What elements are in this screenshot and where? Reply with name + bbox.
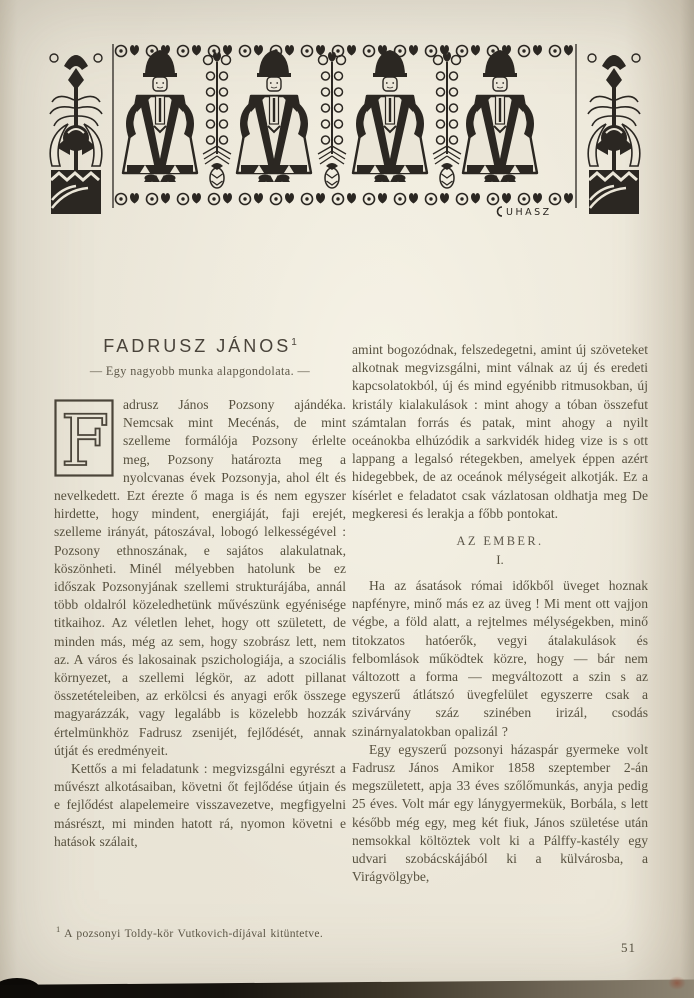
article-title-text: FADRUSZ JÁNOS [103, 336, 292, 356]
chain-link-icon [271, 193, 295, 204]
potted-tulip-icon [588, 54, 640, 214]
chain-link-icon [240, 193, 264, 204]
chain-link-icon [457, 45, 481, 56]
left-column-body [54, 396, 346, 851]
footnote-text: A pozsonyi Toldy-kör Vutkovich-díjával kitüntetve. [64, 926, 324, 940]
chain-link-icon [302, 45, 326, 56]
chain-link-icon [426, 193, 450, 204]
left-column [54, 336, 346, 924]
chain-link-icon [333, 193, 357, 204]
chain-link-icon [488, 193, 512, 204]
right-column [352, 336, 648, 947]
left-paragraph-1 [54, 396, 346, 760]
left-paragraph-2: Kettős a mi feladatunk : megvizsgálni egyrészt a művészt alkotásaiban, követni őt fejlődése útjain és e fejlődést alapelemeire visszavezetve, megfigyelni másrészt, mi minden hatott rá, nyomon követni e hatások szálait, [54, 761, 346, 849]
scan-rust-mark [668, 976, 686, 990]
folk-figure-icon [237, 50, 311, 182]
right-paragraph-3: Egy egyszerű pozsonyi házaspár gyermeke volt Fadrusz János Amikor 1858 szeptember 2-án megszületett, apja 33 éves szőlőmunkás, anyja pedig 25 éves. Volt már egy lánygyermekük, Borbála, s lett később még egy, meg két fiuk, János születése után nemsokkal költöztek volt ki a Pálffy-kastély egy udvari szobácskájából ki a külvárosba, a Virágvölgybe, [352, 741, 648, 885]
footnote [56, 924, 348, 940]
illustrator-signature [498, 207, 552, 218]
folk-figure-icon [463, 50, 537, 182]
chain-link-icon [333, 45, 357, 56]
folk-figure-icon [123, 50, 197, 182]
folk-figure-icon [353, 50, 427, 182]
article-subtitle: — Egy nagyobb munka alapgondolata. — [89, 364, 311, 378]
scan-edge-shadow [0, 979, 694, 998]
chain-link-icon [550, 45, 574, 56]
chain-link-icon [116, 45, 140, 56]
chain-link-icon [457, 193, 481, 204]
article-title [54, 336, 346, 357]
dropcap-letter: F [60, 400, 110, 477]
section-heading: AZ EMBER. [456, 534, 544, 549]
chain-link-icon [550, 193, 574, 204]
right-paragraph-2: Ha az ásatások római időkből üveget hoznak napfényre, minő más ez az üveg ! Mi ment ott vajjon végbe, a föld alatt, a rejtelmes mélységekben, minő titokzatos hatóerők, vegyi átalakulások és felbomlások működtek közre, hogy — bár nem változott a forma — megváltozott a szin s az egyszerű átlátszó üvegfelület egyszerre csak a szivárvány száz szinében irizál, csodás szinárnyalatokban opalizál ? [352, 578, 648, 739]
dropcap-initial [54, 399, 114, 477]
signature-text: UHASZ [506, 207, 552, 218]
folk-art-header-ornament [42, 38, 648, 220]
chain-link-icon [178, 193, 202, 204]
chain-link-icon [364, 193, 388, 204]
chain-link-icon [519, 193, 543, 204]
chain-link-icon [395, 193, 419, 204]
chain-link-icon [116, 193, 140, 204]
right-paragraph-1: amint bogozódnak, felszedegetni, amint új szöveteket alkotnak megvizsgálni, mint válnak az új és eredeti kapcsolatokból, új és mind egyénibb ritmusokban, új kristály kialakulások : mint ahogy a tóban összefut számtalan forrás és patak, mint ahogy a nyilt oceánokba elhúzódik a sarkvidék hideg vize is s ott lappang a legalsó rétegekben, amelyek éppen azért hidegebbek, de az oceánok mélységeit alkotják. Ez a kísérlet e feladatot csak vázlatosan oldhatja meg De megkeresi és lerakja a főbb pontokat. [352, 342, 648, 521]
chain-link-icon [209, 193, 233, 204]
page-number: 51 [621, 940, 636, 955]
section-number: I. [496, 552, 504, 568]
chain-link-icon [302, 193, 326, 204]
footnote-mark: 1 [56, 924, 61, 934]
chain-link-icon [519, 45, 543, 56]
chain-link-icon [147, 193, 171, 204]
title-footnote-mark: 1 [291, 337, 297, 348]
plant-spine-icon [203, 52, 231, 188]
plant-spine-icon [318, 52, 346, 188]
plant-spine-icon [433, 52, 461, 188]
chain-link-icon [240, 45, 264, 56]
potted-tulip-icon [50, 54, 102, 214]
chain-link-icon [178, 45, 202, 56]
left-paragraph-1-text: adrusz János Pozsony ajándéka. Nemcsak mint Mecénás, de mint szelleme formálója Pozsony érlelte meg, Pozsony határozta meg a nyolcvanas évek Pozsonyja, ahol élt és nevelkedett. Ezt érezte ő maga is és nem egyszer hirdette, hogy mindent, energiáját, faji erejét, szelleme irányát, pátoszával, lobogó lelkességével : Pozsony ethnoszának, e sajátos alakulatnak, köszönheti. Minél mélyebben hatolunk be ez időszak Pozsonyjának szellemi strukturájába, annál több oldalról közeledhetünk művészünk egyénisége titkaihoz. Az véletlen lehet, hogy ott született, de minden más, még az sem, hogy szobrász lett, nem az. A város és lakosainak pszichologiája, a szociális környezet, a szellemi légkör, az adott pillanat összetételeiben, az erkölcsi és anyagi erők összege magyarázzák, vagy legalább is közelebb hozzák értelmünkhöz Fadrusz zsenijét, fejlődését, annak útját és eredményeit. [54, 397, 346, 758]
